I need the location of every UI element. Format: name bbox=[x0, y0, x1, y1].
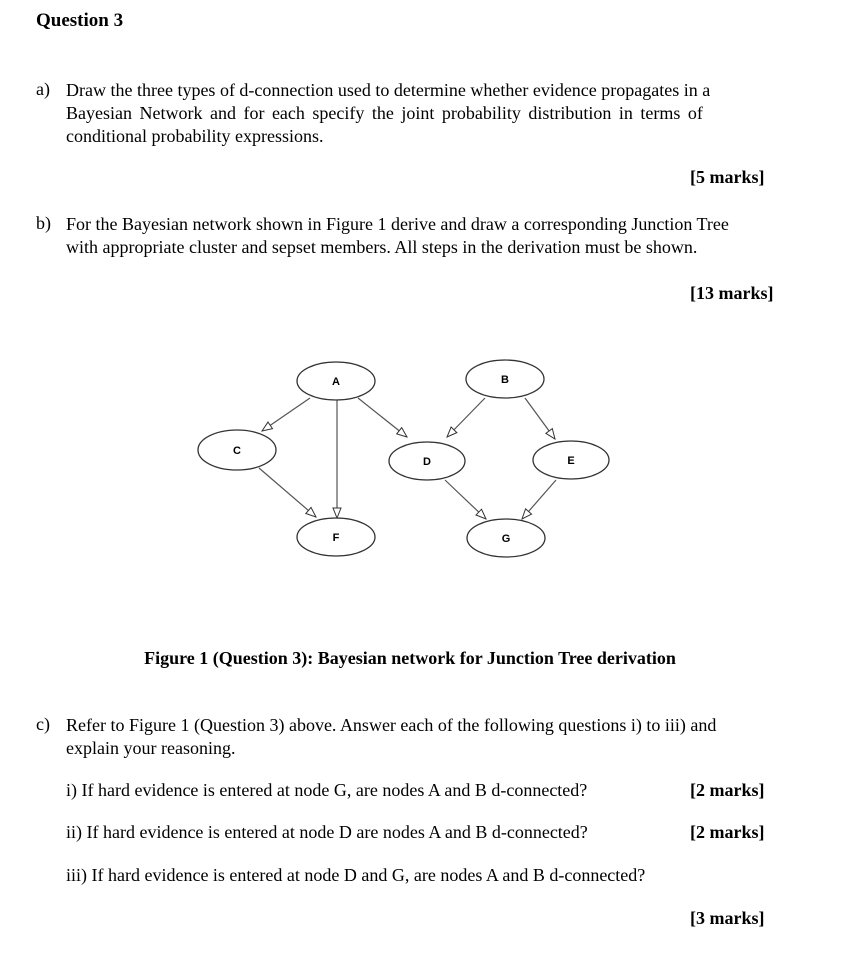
part-a-line-3: conditional probability expressions. bbox=[66, 126, 324, 146]
part-c-line-1: Refer to Figure 1 (Question 3) above. Answer each of the following questions i) to iii) and bbox=[66, 715, 717, 735]
part-c-sub-iii: iii) If hard evidence is entered at node D and G, are nodes A and B d-connected? bbox=[66, 865, 646, 885]
node-g-label: G bbox=[501, 533, 511, 545]
edge-a-c bbox=[262, 398, 310, 431]
part-a-label: a) bbox=[36, 79, 50, 99]
part-c-sub-i: i) If hard evidence is entered at node G, are nodes A and B d-connected? bbox=[66, 780, 588, 800]
part-c-sub-ii-marks: [2 marks] bbox=[690, 822, 765, 842]
node-b-label: B bbox=[501, 374, 509, 386]
edge-a-d bbox=[358, 398, 407, 437]
part-b-marks: [13 marks] bbox=[690, 283, 774, 303]
edge-b-e bbox=[525, 398, 555, 439]
edge-e-g bbox=[522, 480, 556, 519]
part-c-sub-ii: ii) If hard evidence is entered at node D are nodes A and B d-connected? bbox=[66, 822, 588, 842]
edge-d-g bbox=[445, 480, 486, 519]
part-c-line-2: explain your reasoning. bbox=[66, 738, 236, 758]
node-c-label: C bbox=[233, 445, 241, 457]
node-a-label: A bbox=[332, 376, 340, 388]
part-b-line-1: For the Bayesian network shown in Figure 1 derive and draw a corresponding Junction Tree bbox=[66, 214, 729, 234]
part-c-label: c) bbox=[36, 714, 50, 734]
part-a-line-2: Bayesian Network and for each specify the joint probability distribution in terms of bbox=[66, 103, 703, 123]
edge-b-d bbox=[447, 398, 485, 437]
node-f-label: F bbox=[332, 532, 340, 544]
part-b-label: b) bbox=[36, 213, 51, 233]
question-title: Question 3 bbox=[36, 10, 124, 31]
part-a-line-1: Draw the three types of d-connection used to determine whether evidence propagates in a bbox=[66, 80, 711, 100]
node-e-label: E bbox=[567, 455, 575, 467]
part-a-marks: [5 marks] bbox=[690, 167, 765, 187]
figure-caption: Figure 1 (Question 3): Bayesian network for Junction Tree derivation bbox=[144, 648, 676, 668]
part-b-line-2: with appropriate cluster and sepset members. All steps in the derivation must be shown. bbox=[66, 237, 698, 257]
part-c-text bbox=[66, 714, 716, 760]
node-d-label: D bbox=[423, 456, 431, 468]
edge-c-f bbox=[259, 468, 316, 517]
part-c-sub-iii-marks: [3 marks] bbox=[690, 908, 765, 928]
part-c-sub-i-marks: [2 marks] bbox=[690, 780, 765, 800]
